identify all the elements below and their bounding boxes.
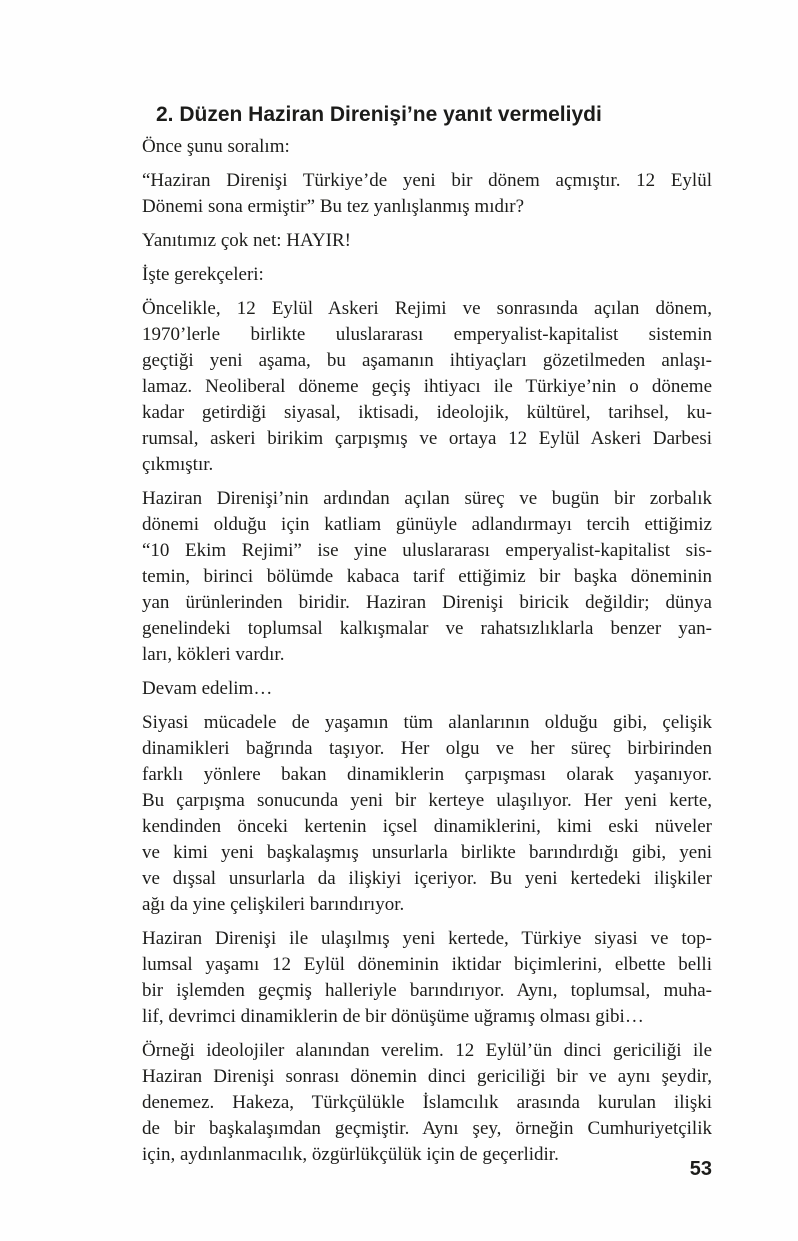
paragraph bbox=[142, 486, 712, 668]
text-line: ağı da yine çelişkileri barındırıyor. bbox=[142, 894, 405, 915]
text-line: ları, kökleri vardır. bbox=[142, 644, 285, 665]
paragraph bbox=[142, 228, 712, 254]
text-line: yan ürünlerinden biridir. Haziran Direnişi biricik değildir; dünya bbox=[142, 592, 712, 613]
page-number: 53 bbox=[689, 1158, 712, 1180]
text-line: Haziran Direnişi sonrası dönemin dinci gericiliği bir ve aynı şeydir, bbox=[142, 1066, 712, 1087]
text-line: “Haziran Direnişi Türkiye’de yeni bir dönem açmıştır. 12 Eylül bbox=[142, 170, 712, 191]
text-line: “10 Ekim Rejimi” ise yine uluslararası emperyalist-kapitalist sis- bbox=[142, 540, 712, 561]
paragraph bbox=[142, 168, 712, 220]
text-line: Önce şunu soralım: bbox=[142, 136, 290, 157]
text-line: çıkmıştır. bbox=[142, 454, 214, 475]
text-line: Öncelikle, 12 Eylül Askeri Rejimi ve sonrasında açılan dönem, bbox=[142, 298, 712, 319]
text-line: Yanıtımız çok net: HAYIR! bbox=[142, 230, 351, 251]
text-line: genelindeki toplumsal kalkışmalar ve rahatsızlıklarla benzer yan- bbox=[142, 618, 712, 639]
paragraph bbox=[142, 1038, 712, 1168]
text-line: geçtiği yeni aşama, bu aşamanın ihtiyaçları gözetilmeden anlaşı- bbox=[142, 350, 712, 371]
text-line: lamaz. Neoliberal döneme geçiş ihtiyacı ile Türkiye’nin o döneme bbox=[142, 376, 712, 397]
text-line: Örneği ideolojiler alanından verelim. 12 Eylül’ün dinci gericiliği ile bbox=[142, 1040, 712, 1061]
text-line: de bir başkalaşımdan geçmiştir. Aynı şey, örneğin Cumhuriyetçilik bbox=[142, 1118, 712, 1139]
section-heading: 2. Düzen Haziran Direnişi’ne yanıt vermeliydi bbox=[156, 103, 602, 126]
text-line: bir işlemden geçmiş halleriyle barındırıyor. Aynı, toplumsal, muha- bbox=[142, 980, 712, 1001]
text-line: dönemi olduğu için katliam günüyle adlandırmayı tercih ettiğimiz bbox=[142, 514, 712, 535]
text-line: İşte gerekçeleri: bbox=[142, 264, 264, 285]
text-line: farklı yönlere bakan dinamiklerin çarpışması olarak yaşanıyor. bbox=[142, 764, 712, 785]
text-column bbox=[142, 102, 712, 1176]
text-line: kendinden önceki kertenin içsel dinamiklerini, kimi eski nüveler bbox=[142, 816, 712, 837]
text-line: Bu çarpışma sonucunda yeni bir kerteye ulaşılıyor. Her yeni kerte, bbox=[142, 790, 712, 811]
text-line: lif, devrimci dinamiklerin de bir dönüşüme uğramış olması gibi… bbox=[142, 1006, 644, 1027]
paragraph bbox=[142, 926, 712, 1030]
text-line: ve dışsal unsurlarla da ilişkiyi içeriyor. Bu yeni kertedeki ilişkiler bbox=[142, 868, 712, 889]
text-line: dinamikleri bağrında taşıyor. Her olgu ve her süreç birbirinden bbox=[142, 738, 712, 759]
paragraph bbox=[142, 676, 712, 702]
text-line: lumsal yaşamı 12 Eylül döneminin iktidar biçimlerini, elbette belli bbox=[142, 954, 712, 975]
text-line: Haziran Direnişi ile ulaşılmış yeni kertede, Türkiye siyasi ve top- bbox=[142, 928, 712, 949]
text-line: Haziran Direnişi’nin ardından açılan süreç ve bugün bir zorbalık bbox=[142, 488, 712, 509]
paragraph bbox=[142, 262, 712, 288]
paragraph bbox=[142, 134, 712, 160]
text-line: için, aydınlanmacılık, özgürlükçülük için de geçerlidir. bbox=[142, 1144, 559, 1165]
text-line: temin, birinci bölümde kabaca tarif ettiğimiz bir başka döneminin bbox=[142, 566, 712, 587]
text-line: Dönemi sona ermiştir” Bu tez yanlışlanmış mıdır? bbox=[142, 196, 525, 217]
text-line: Siyasi mücadele de yaşamın tüm alanlarının olduğu gibi, çelişik bbox=[142, 712, 712, 733]
text-line: denemez. Hakeza, Türkçülükle İslamcılık arasında kurulan ilişki bbox=[142, 1092, 712, 1113]
body-text bbox=[142, 134, 712, 1168]
text-line: ve kimi yeni başkalaşmış unsurlarla birlikte barındırdığı gibi, yeni bbox=[142, 842, 712, 863]
text-line: kadar getirdiği siyasal, iktisadi, ideolojik, kültürel, tarihsel, ku- bbox=[142, 402, 712, 423]
paragraph bbox=[142, 710, 712, 918]
text-line: 1970’lerle birlikte uluslararası emperyalist-kapitalist sistemin bbox=[142, 324, 712, 345]
paragraph bbox=[142, 296, 712, 478]
text-line: Devam edelim… bbox=[142, 678, 273, 699]
text-line: rumsal, askeri birikim çarpışmış ve ortaya 12 Eylül Askeri Darbesi bbox=[142, 428, 712, 449]
